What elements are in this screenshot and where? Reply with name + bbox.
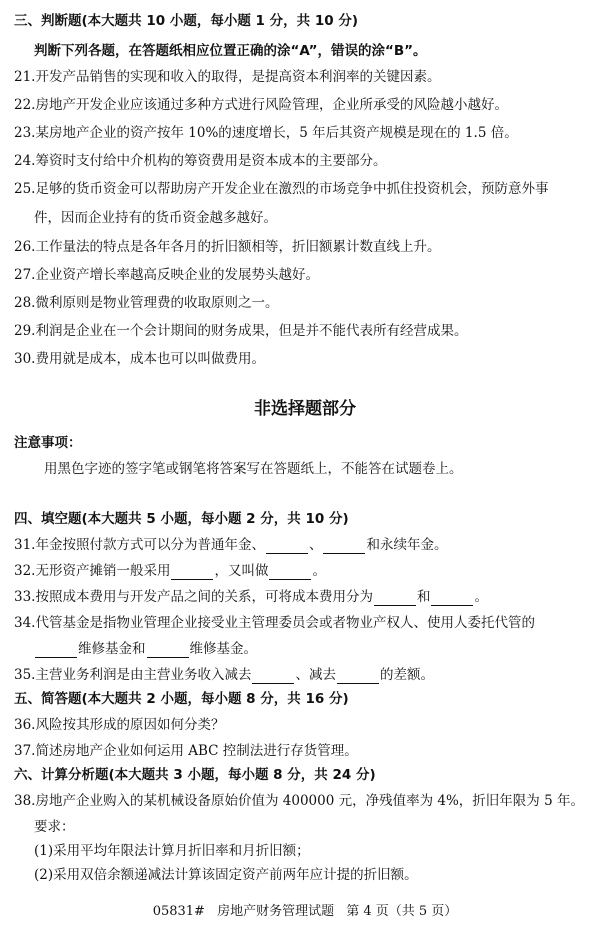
question-31-text-b: 、 bbox=[308, 537, 323, 553]
section6-heading: 六、计算分析题(本大题共 3 小题，每小题 8 分，共 24 分) bbox=[14, 767, 376, 783]
question-33-text-b: 和 bbox=[416, 589, 431, 605]
question-34-text-c: 维修基金。 bbox=[189, 641, 257, 657]
question-34-text-b: 维修基金和 bbox=[78, 641, 146, 657]
nonchoice-title: 非选择题部分 bbox=[254, 399, 356, 419]
question-35 bbox=[14, 666, 434, 684]
notice-heading: 注意事项： bbox=[14, 435, 82, 451]
answer-blank bbox=[431, 591, 473, 606]
section5-heading: 五、简答题(本大题共 2 小题，每小题 8 分，共 16 分) bbox=[14, 691, 349, 707]
question-38: 38.房地产企业购入的某机械设备原始价值为 400000 元，净残值率为 4%，折旧年限为 5 年。 bbox=[14, 793, 584, 809]
answer-blank bbox=[337, 669, 379, 684]
answer-blank bbox=[171, 565, 213, 580]
section4-heading: 四、填空题(本大题共 5 小题，每小题 2 分，共 10 分) bbox=[14, 511, 349, 527]
question-22: 22.房地产开发企业应该通过多种方式进行风险管理，企业所承受的风险越小越好。 bbox=[14, 97, 508, 113]
question-35-text-c: 的差额。 bbox=[379, 667, 434, 683]
notice-text: 用黑色字迹的签字笔或钢笔将答案写在答题纸上，不能答在试题卷上。 bbox=[44, 461, 463, 477]
question-34-continued bbox=[34, 640, 257, 658]
question-35-text-b: 、减去 bbox=[295, 667, 336, 683]
question-27: 27.企业资产增长率越高反映企业的发展势头越好。 bbox=[14, 267, 319, 283]
footer-code: 05831# bbox=[152, 904, 205, 919]
question-32 bbox=[14, 562, 326, 580]
answer-blank bbox=[374, 591, 416, 606]
question-31 bbox=[14, 536, 447, 554]
answer-blank bbox=[266, 539, 308, 554]
answer-blank bbox=[269, 565, 311, 580]
answer-blank bbox=[252, 669, 294, 684]
question-33 bbox=[14, 588, 488, 606]
question-25-continued: 件，因而企业持有的货币资金越多越好。 bbox=[34, 210, 277, 226]
question-33-text-a: 33.按照成本费用与开发产品之间的关系，可将成本费用分为 bbox=[14, 589, 373, 605]
question-38-part-2: (2)采用双倍余额递减法计算该固定资产前两年应计提的折旧额。 bbox=[34, 867, 418, 883]
question-32-text-c: 。 bbox=[312, 563, 326, 579]
question-29: 29.利润是企业在一个会计期间的财务成果，但是并不能代表所有经营成果。 bbox=[14, 323, 468, 339]
question-36: 36.风险按其形成的原因如何分类？ bbox=[14, 717, 225, 733]
question-32-text-b: ，又叫做 bbox=[214, 563, 269, 579]
section3-heading: 三、判断题(本大题共 10 小题，每小题 1 分，共 10 分) bbox=[14, 13, 359, 29]
question-28: 28.微利原则是物业管理费的收取原则之一。 bbox=[14, 295, 279, 311]
question-33-text-c: 。 bbox=[474, 589, 488, 605]
page-footer bbox=[0, 900, 610, 919]
answer-blank bbox=[35, 643, 77, 658]
question-26: 26.工作量法的特点是各年各月的折旧额相等，折旧额累计数直线上升。 bbox=[14, 239, 441, 255]
footer-page-number: 第 4 页（共 5 页） bbox=[346, 904, 458, 919]
question-31-text-c: 和永续年金。 bbox=[366, 537, 448, 553]
question-23: 23.某房地产企业的资产按年 10%的速度增长，5 年后其资产规模是现在的 1.5 倍。 bbox=[14, 125, 518, 141]
question-31-text-a: 31.年金按照付款方式可以分为普通年金、 bbox=[14, 537, 265, 553]
question-30: 30.费用就是成本，成本也可以叫做费用。 bbox=[14, 351, 265, 367]
section3-instruction: 判断下列各题，在答题纸相应位置正确的涂“A”，错误的涂“B”。 bbox=[34, 43, 427, 59]
question-21: 21.开发产品销售的实现和收入的取得，是提高资本利润率的关键因素。 bbox=[14, 69, 441, 85]
answer-blank bbox=[323, 539, 365, 554]
question-38-requirement: 要求： bbox=[34, 819, 75, 835]
question-35-text-a: 35.主营业务利润是由主营业务收入减去 bbox=[14, 667, 252, 683]
question-32-text-a: 32.无形资产摊销一般采用 bbox=[14, 563, 171, 579]
question-25: 25.足够的货币资金可以帮助房产开发企业在激烈的市场竞争中抓住投资机会，预防意外事 bbox=[14, 181, 549, 197]
question-37: 37.简述房地产企业如何运用 ABC 控制法进行存货管理。 bbox=[14, 743, 358, 759]
footer-title: 房地产财务管理试题 bbox=[217, 904, 335, 919]
question-38-part-1: (1)采用平均年限法计算月折旧率和月折旧额； bbox=[34, 843, 310, 859]
question-34: 34.代管基金是指物业管理企业接受业主管理委员会或者物业产权人、使用人委托代管的 bbox=[14, 615, 535, 631]
question-24: 24.筹资时支付给中介机构的筹资费用是资本成本的主要部分。 bbox=[14, 153, 387, 169]
answer-blank bbox=[147, 643, 189, 658]
